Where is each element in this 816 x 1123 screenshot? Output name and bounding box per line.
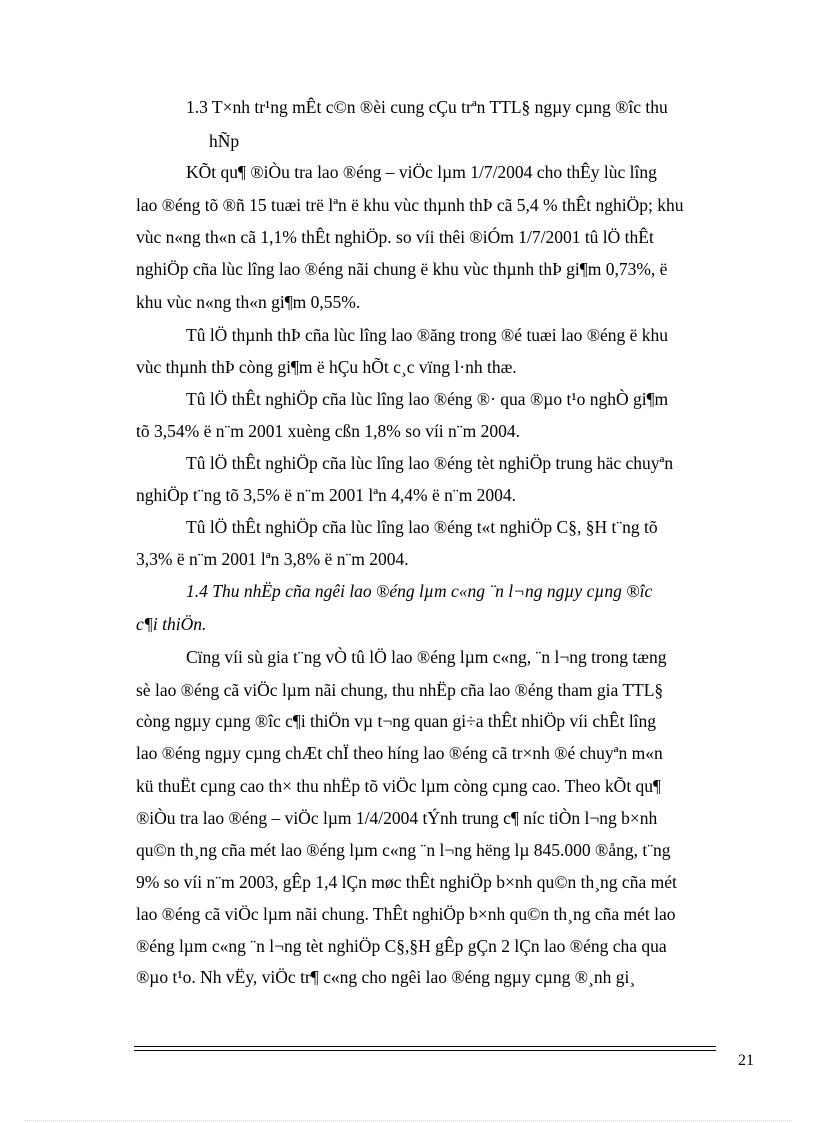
heading-1-3-line-1 xyxy=(186,96,738,118)
paragraph-line: nghiÖp t¨ng tõ 3,5% ë n¨m 2001 lªn 4,4% ë n¨m 2004. xyxy=(136,485,517,505)
paragraph-line: Tû lÖ thÊt nghiÖp cña lùc lîng lao ®éng tèt nghiÖp trung häc chuyªn xyxy=(186,453,674,473)
paragraph-line: kü thuËt cµng cao th× thu nhËp tõ viÖc lµm còng cµng cao. Theo kÕt qu¶ xyxy=(136,776,661,796)
paragraph-line: 3,3% ë n¨m 2001 lªn 3,8% ë n¨m 2004. xyxy=(136,549,409,569)
footer-rule-bottom xyxy=(134,1050,716,1051)
page-number: 21 xyxy=(738,1052,754,1069)
paragraph-line: lao ®éng cã viÖc lµm nãi chung. ThÊt nghiÖp b×nh qu©n th¸ng cña mét lao xyxy=(136,904,676,924)
paragraph-line: sè lao ®éng cã viÖc lµm nãi chung, thu nhËp cña lao ®éng tham gia TTL§ xyxy=(136,680,664,700)
footer-rule-top xyxy=(134,1046,716,1047)
paragraph-line: Tû lÖ thÊt nghiÖp cña lùc lîng lao ®éng ®· qua ®µo t¹o nghÒ gi¶m xyxy=(186,389,669,409)
paragraph-line: còng ngµy cµng ®îc c¶i thiÖn vµ t¬ng quan gi÷a thÊt nhiÖp víi chÊt lîng xyxy=(136,711,657,731)
paragraph-line: khu vùc n«ng th«n gi¶m 0,55%. xyxy=(136,292,361,312)
paragraph-line: nghiÖp cña lùc lîng lao ®éng nãi chung ë khu vùc thµnh thÞ gi¶m 0,73%, ë xyxy=(136,259,668,279)
paragraph-line: tõ 3,54% ë n¨m 2001 xuèng cßn 1,8% so víi n¨m 2004. xyxy=(136,421,520,441)
paragraph-line: lao ®éng ngµy cµng chÆt chÏ theo híng lao ®éng cã tr×nh ®é chuyªn m«n xyxy=(136,743,663,763)
paragraph-line: qu©n th¸ng cña mét lao ®éng lµm c«ng ¨n l¬ng hëng lµ 845.000 ®ång, t¨ng xyxy=(136,840,671,860)
paragraph-line: ®µo t¹o. Nh vËy, viÖc tr¶ c«ng cho ngêi lao ®éng ngµy cµng ®¸nh gi¸ xyxy=(136,967,636,987)
heading-1-4-line-2: c¶i thiÖn. xyxy=(136,614,207,634)
paragraph-line: ®iÒu tra lao ®éng – viÖc lµm 1/4/2004 tÝnh trung c¶ níc tiÒn l¬ng b×nh xyxy=(136,808,658,828)
heading-1-3-text-1: 1.3 T×nh tr¹ng mÊt c©n ®èi cung cÇu trªn TTL§ ngµy cµng ®îc thu xyxy=(186,97,668,117)
paragraph-line: Cïng víi sù gia t¨ng vÒ tû lÖ lao ®éng lµm c«ng, ¨n l¬ng trong tæng xyxy=(186,647,667,667)
heading-1-4-line-1: 1.4 Thu nhËp cña ngêi lao ®éng lµm c«ng ¨n l¬ng ngµy cµng ®îc xyxy=(186,581,653,601)
paragraph-line: vùc n«ng th«n cã 1,1% thÊt nghiÖp. so víi thêi ®iÓm 1/7/2001 tû lÖ thÊt xyxy=(136,227,654,247)
page-bottom-border xyxy=(24,1120,792,1121)
heading-1-3-line-2: hÑp xyxy=(209,131,240,151)
paragraph-line: Tû lÖ thÊt nghiÖp cña lùc lîng lao ®éng t«t nghiÖp C§, §H t¨ng tõ xyxy=(186,517,658,537)
paragraph-line: ®éng lµm c«ng ¨n l¬ng tèt nghiÖp C§,§H gÊp gÇn 2 lÇn lao ®éng cha qua xyxy=(136,936,667,956)
paragraph-line: lao ®éng tõ ®ñ 15 tuæi trë lªn ë khu vùc thµnh thÞ cã 5,4 % thÊt nghiÖp; khu xyxy=(136,195,684,215)
paragraph-line: KÕt qu¶ ®iÒu tra lao ®éng – viÖc lµm 1/7/2004 cho thÊy lùc lîng xyxy=(186,162,657,182)
paragraph-line: vùc thµnh thÞ còng gi¶m ë hÇu hÕt c¸c vïng l·nh thæ. xyxy=(136,357,517,377)
paragraph-line: 9% so víi n¨m 2003, gÊp 1,4 lÇn møc thÊt nghiÖp b×nh qu©n th¸ng cña mét xyxy=(136,872,677,892)
paragraph-line: Tû lÖ thµnh thÞ cña lùc lîng lao ®ăng trong ®é tuæi lao ®éng ë khu xyxy=(186,325,669,345)
